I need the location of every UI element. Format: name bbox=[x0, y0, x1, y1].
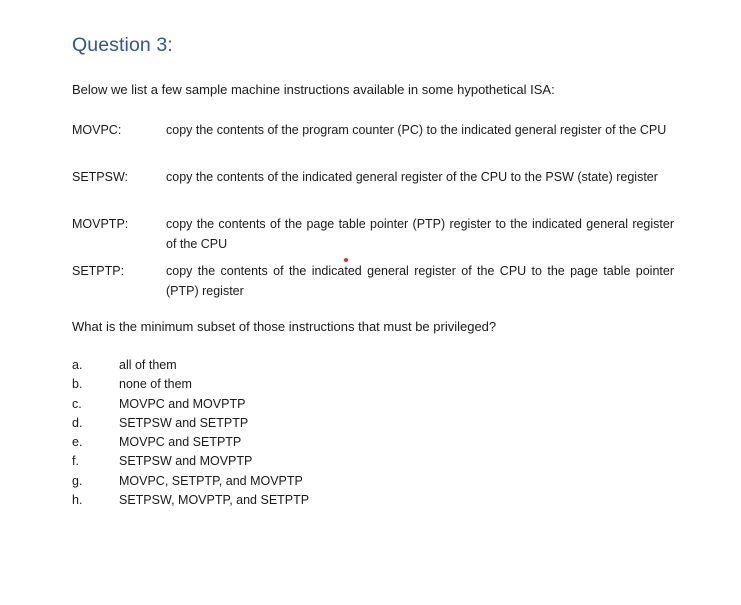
option-letter: a. bbox=[72, 358, 83, 372]
option-letter: e. bbox=[72, 435, 83, 450]
instruction-description: copy the contents of the page table pointer (PTP) register to the indicated general register of the CPU bbox=[166, 217, 674, 251]
option-text: none of them bbox=[119, 377, 192, 392]
option-f[interactable] bbox=[72, 452, 472, 471]
option-h[interactable] bbox=[72, 491, 472, 510]
option-letter: d. bbox=[72, 415, 83, 430]
option-text: MOVPC and MOVPTP bbox=[119, 396, 246, 411]
option-a[interactable] bbox=[72, 356, 472, 375]
option-letter: f. bbox=[72, 454, 79, 469]
instruction-name: MOVPC: bbox=[72, 123, 122, 137]
instruction-list bbox=[72, 120, 675, 308]
question-text: What is the minimum subset of those instructions that must be privileged? bbox=[72, 319, 497, 334]
option-letter: b. bbox=[72, 377, 83, 392]
option-text: SETPSW, MOVPTP, and SETPTP bbox=[119, 493, 310, 508]
option-text: all of them bbox=[119, 358, 177, 372]
option-text: SETPSW and MOVPTP bbox=[119, 454, 253, 469]
instruction-description: copy the contents of the program counter (PC) to the indicated general register of the CPU bbox=[166, 123, 667, 137]
answer-options bbox=[72, 356, 472, 510]
option-c[interactable] bbox=[72, 395, 472, 414]
intro-text: Below we list a few sample machine instructions available in some hypothetical ISA: bbox=[72, 82, 555, 97]
instruction-row bbox=[72, 167, 675, 214]
option-text: SETPSW and SETPTP bbox=[119, 415, 249, 430]
red-marker-dot bbox=[344, 258, 348, 262]
option-g[interactable] bbox=[72, 472, 472, 491]
instruction-name: SETPTP: bbox=[72, 264, 125, 278]
page-title: Question 3: bbox=[72, 34, 173, 56]
option-d[interactable] bbox=[72, 414, 472, 433]
instruction-row bbox=[72, 120, 675, 167]
option-text: MOVPC and SETPTP bbox=[119, 435, 242, 450]
instruction-row bbox=[72, 261, 675, 308]
option-letter: g. bbox=[72, 473, 83, 488]
option-b[interactable] bbox=[72, 375, 472, 394]
option-letter: c. bbox=[72, 396, 82, 411]
instruction-description: copy the contents of the indicated general register of the CPU to the PSW (state) register bbox=[166, 170, 658, 184]
instruction-description: copy the contents of the indicated general register of the CPU to the page table pointer (PTP) register bbox=[166, 264, 674, 298]
option-e[interactable] bbox=[72, 433, 472, 452]
instruction-name: MOVPTP: bbox=[72, 217, 129, 231]
option-text: MOVPC, SETPTP, and MOVPTP bbox=[119, 473, 303, 488]
option-letter: h. bbox=[72, 493, 83, 508]
instruction-row bbox=[72, 214, 675, 261]
instruction-name: SETPSW: bbox=[72, 170, 129, 184]
